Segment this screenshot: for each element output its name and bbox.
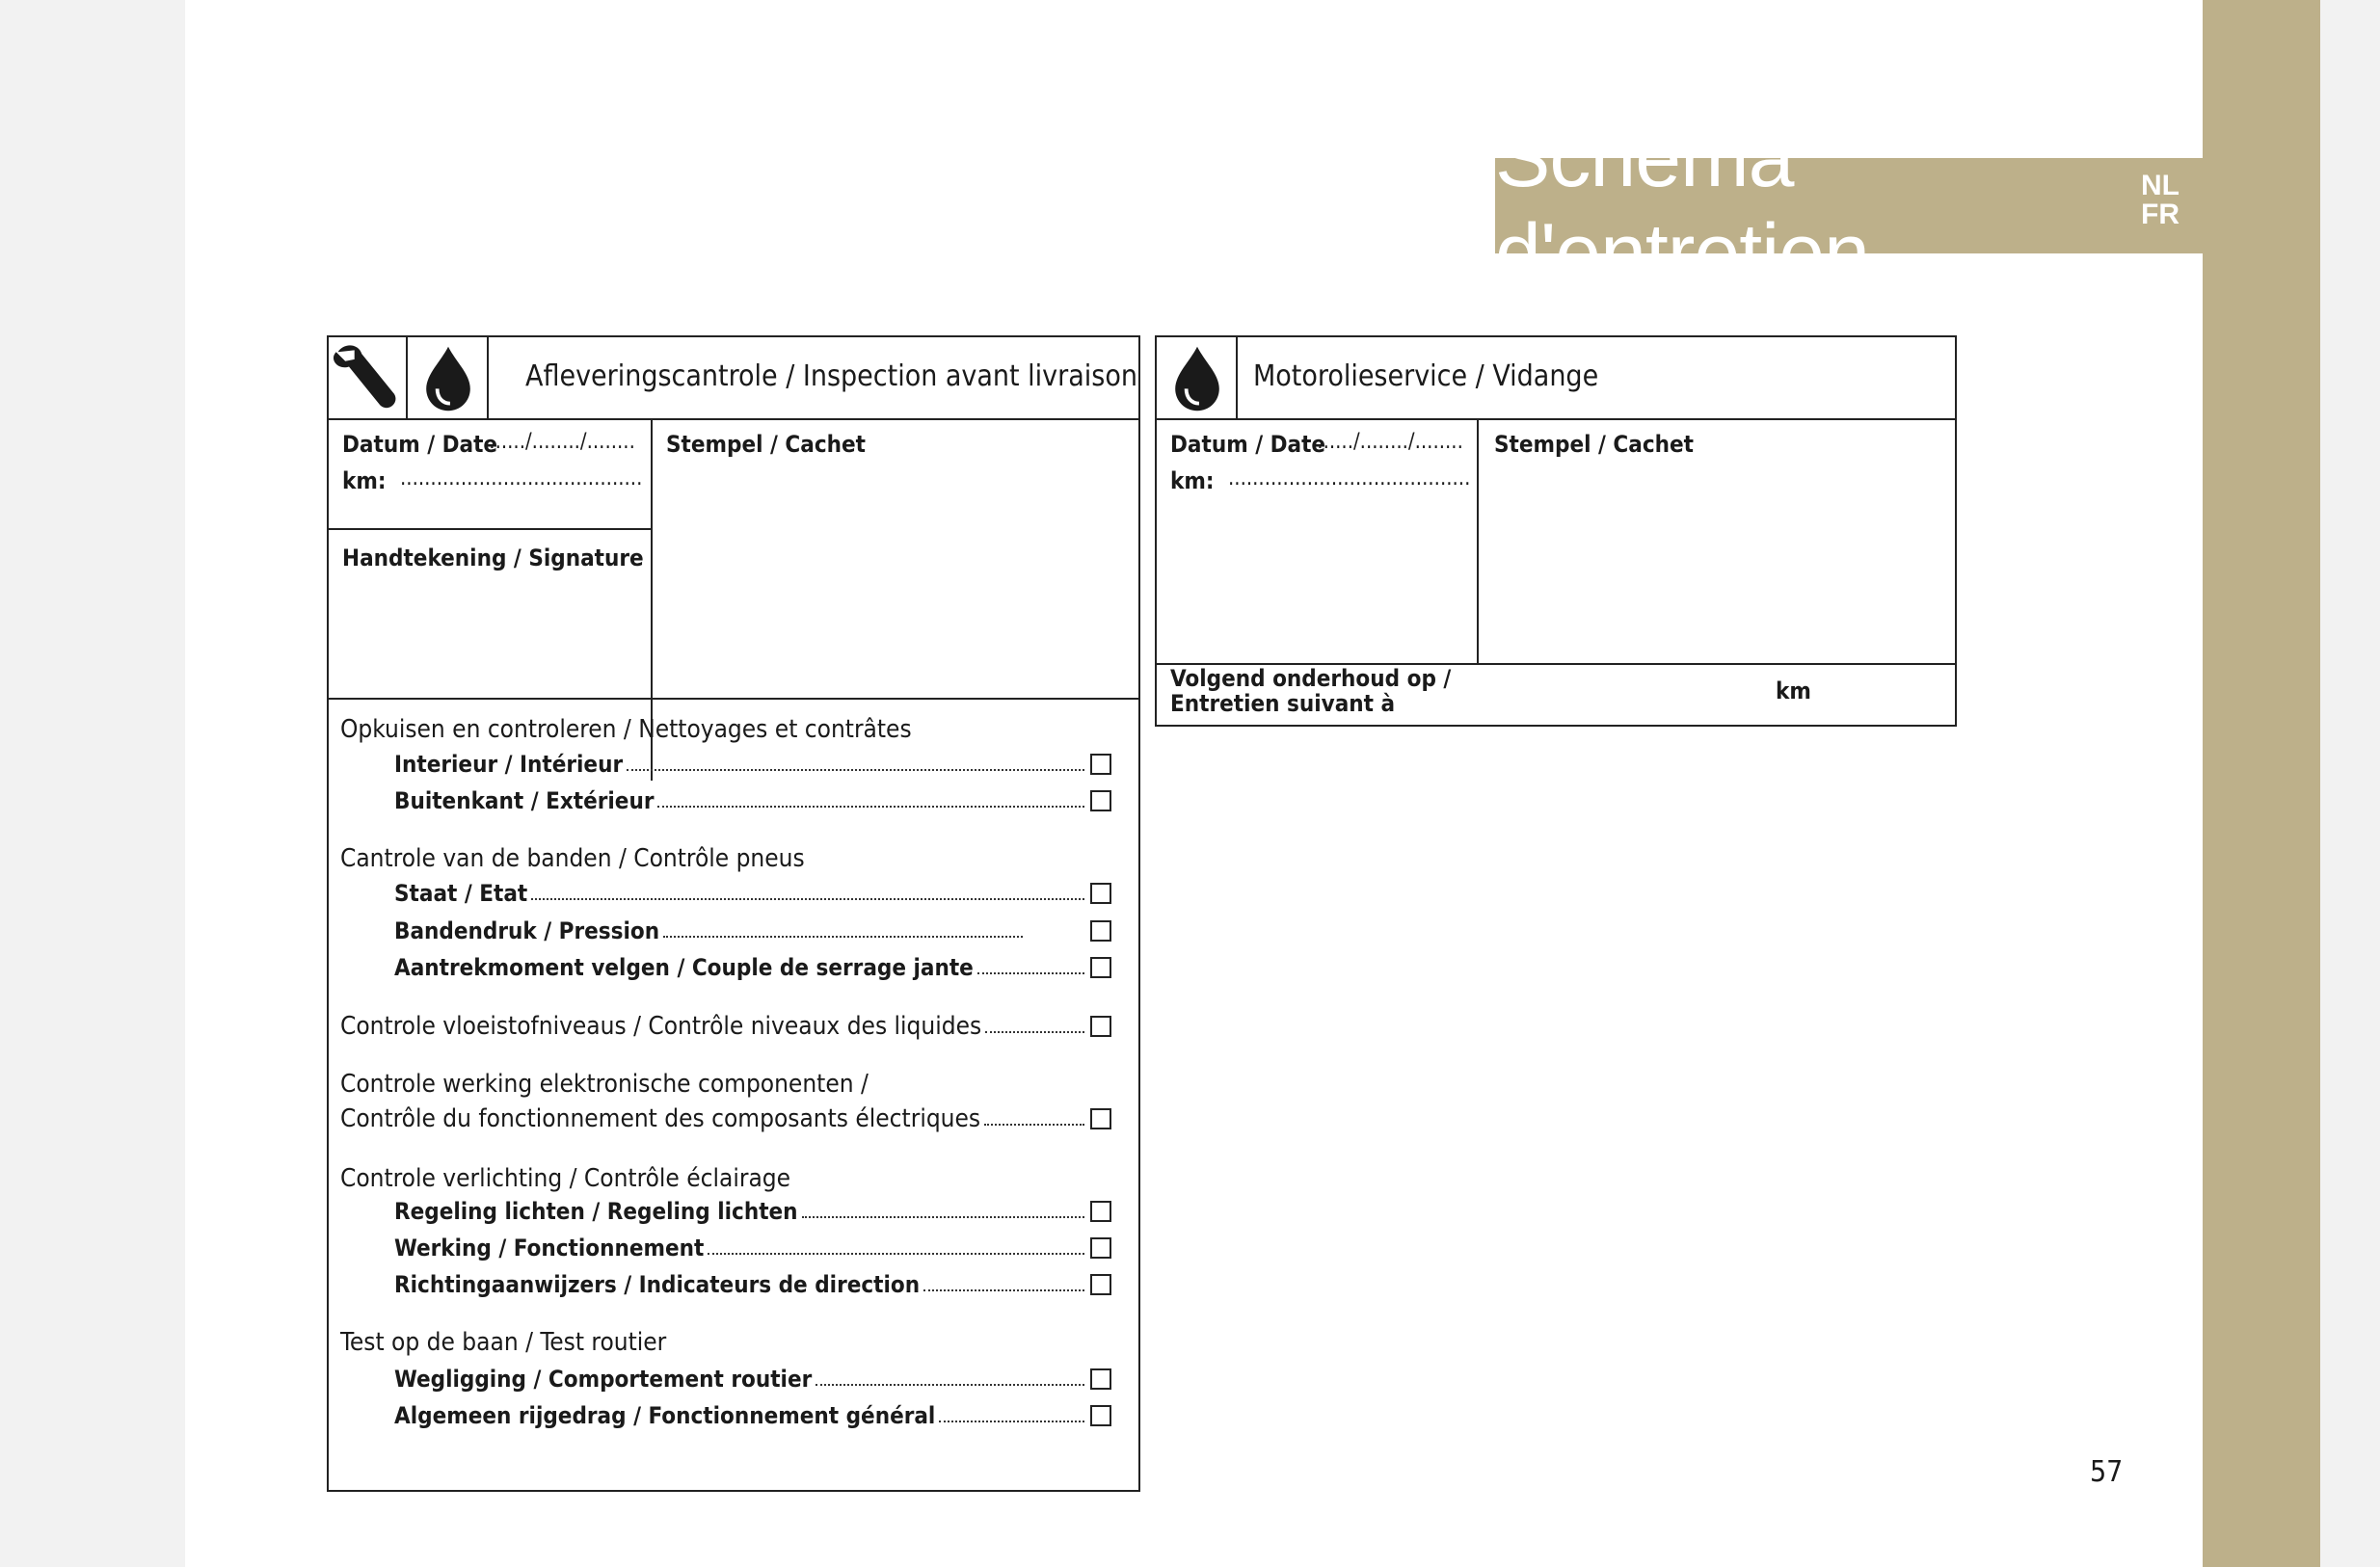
checkbox[interactable] — [1090, 1368, 1111, 1390]
km-field[interactable]: ........................................ — [400, 466, 643, 491]
checklist-item[interactable] — [394, 1365, 1111, 1394]
delivery-inspection-card — [327, 335, 1140, 1492]
wrench-icon — [331, 339, 404, 412]
item-label: Algemeen rijgedrag / Fonctionnement général — [394, 1402, 936, 1429]
checkbox[interactable] — [1090, 754, 1111, 775]
page-number: 57 — [2090, 1455, 2124, 1489]
stamp-label: Stempel / Cachet — [1494, 431, 1694, 458]
checkbox[interactable] — [1090, 1274, 1111, 1295]
checklist-item[interactable] — [394, 916, 1111, 945]
item-label: Werking / Fonctionnement — [394, 1235, 705, 1262]
date-field[interactable]: ......./......../........ — [483, 430, 635, 454]
lang-fr: FR — [2141, 199, 2179, 230]
stamp-label: Stempel / Cachet — [666, 431, 866, 458]
checklist-item[interactable] — [394, 1234, 1111, 1262]
signature-label: Handtekening / Signature — [342, 544, 644, 571]
checkbox[interactable] — [1090, 920, 1111, 942]
km-field[interactable]: ........................................ — [1228, 466, 1471, 491]
page-title: Schéma d'entretien — [1495, 111, 1869, 300]
section-heading: Test op de baan / Test routier — [340, 1328, 667, 1357]
km-label: km: — [342, 467, 387, 494]
checkbox[interactable] — [1090, 1108, 1111, 1129]
section-heading: Cantrole van de banden / Contrôle pneus — [340, 844, 805, 873]
section-heading: Controle werking elektronische componenten / — [340, 1070, 869, 1099]
checklist-item[interactable] — [394, 879, 1111, 908]
checkbox[interactable] — [1090, 1237, 1111, 1259]
section-heading: Controle vloeistofniveaus / Contrôle niveaux des liquides — [340, 1012, 982, 1041]
checklist-item[interactable] — [394, 786, 1111, 815]
item-label: Buitenkant / Extérieur — [394, 787, 655, 814]
item-label: Interieur / Intérieur — [394, 751, 624, 778]
language-indicator — [2141, 172, 2179, 229]
header-banner — [1495, 111, 2203, 300]
date-label: Datum / Date — [1170, 431, 1326, 458]
checklist-item[interactable] — [394, 1401, 1111, 1430]
section-heading-line2: Contrôle du fonctionnement des composants électriques — [340, 1104, 981, 1133]
checklist-item[interactable] — [394, 1197, 1111, 1226]
next-service-label: Volgend onderhoud op / — [1170, 665, 1452, 692]
item-label: Aantrekmoment velgen / Couple de serrage jante — [394, 954, 974, 981]
next-service-label-fr: Entretien suivant à — [1170, 690, 1396, 717]
checklist-item[interactable] — [340, 1012, 1111, 1041]
item-label: Bandendruk / Pression — [394, 917, 660, 944]
section-heading: Opkuisen en controleren / Nettoyages et contrâtes — [340, 715, 912, 744]
checkbox[interactable] — [1090, 1405, 1111, 1426]
checklist-item[interactable] — [394, 1270, 1111, 1299]
lang-nl: NL — [2141, 170, 2179, 201]
oil-service-card — [1155, 335, 1957, 727]
section-heading: Controle verlichting / Contrôle éclairage — [340, 1164, 791, 1193]
card-title: Motorolieservice / Vidange — [1253, 359, 1599, 393]
km-unit: km — [1776, 677, 1811, 704]
oil-drop-icon — [1161, 341, 1234, 414]
item-label: Regeling lichten / Regeling lichten — [394, 1198, 798, 1225]
checkbox[interactable] — [1090, 883, 1111, 904]
checklist-item[interactable] — [340, 1104, 1111, 1133]
checkbox[interactable] — [1090, 1201, 1111, 1222]
checklist-item[interactable] — [394, 953, 1111, 982]
km-label: km: — [1170, 467, 1215, 494]
item-label: Staat / Etat — [394, 880, 528, 907]
card-title: Afleveringscantrole / Inspection avant livraison — [525, 359, 1137, 393]
checkbox[interactable] — [1090, 1016, 1111, 1037]
item-label: Wegligging / Comportement routier — [394, 1366, 813, 1393]
date-label: Datum / Date — [342, 431, 498, 458]
checkbox[interactable] — [1090, 957, 1111, 978]
item-label: Richtingaanwijzers / Indicateurs de direction — [394, 1271, 921, 1298]
oil-drop-icon — [412, 341, 485, 414]
date-field[interactable]: ......./......../........ — [1311, 430, 1463, 454]
checklist-item[interactable] — [394, 750, 1111, 779]
checkbox[interactable] — [1090, 790, 1111, 811]
side-color-band — [2203, 0, 2320, 1567]
